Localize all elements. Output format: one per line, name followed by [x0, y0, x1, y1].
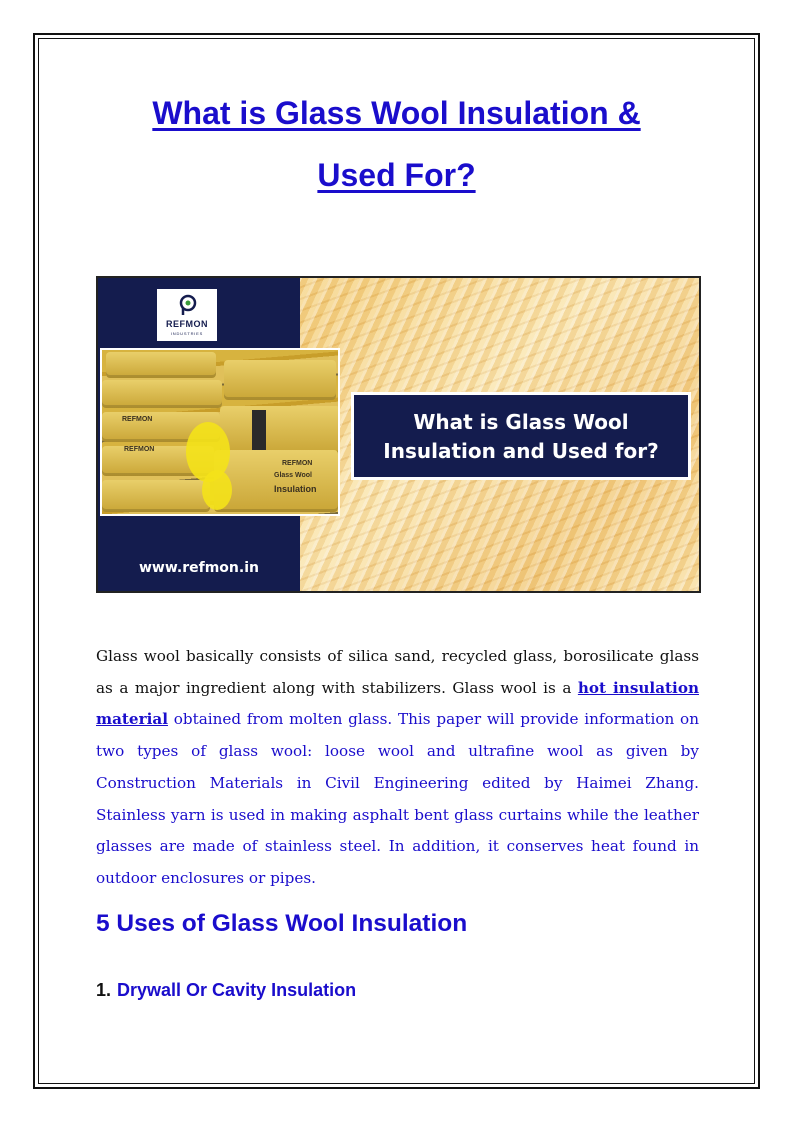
list-item-title[interactable]: Drywall Or Cavity Insulation — [117, 980, 357, 1000]
roll-stamp: Glass Wool — [274, 472, 312, 479]
roll-stamp: REFMON — [122, 416, 153, 423]
banner-url: www.refmon.in — [139, 560, 259, 576]
banner-headline — [351, 392, 691, 480]
page-title-line-1[interactable]: What is Glass Wool Insulation & — [152, 95, 641, 131]
list-item-number: 1. — [96, 980, 112, 1000]
intro-text-before-link: Glass wool basically consists of silica sand, recycled glass, borosilicate glass as a major ingredient along with stabilizers. Glass wool is a — [96, 647, 699, 697]
roll-stamp: Insulation — [274, 484, 317, 494]
roll-tape — [252, 410, 266, 450]
list-item-heading — [96, 980, 356, 1001]
refmon-logo — [157, 289, 217, 341]
section-heading: 5 Uses of Glass Wool Insulation — [96, 910, 468, 937]
wool-roll — [214, 450, 338, 512]
wool-roll — [224, 360, 336, 400]
roll-stamp: REFMON — [124, 446, 155, 453]
yellow-wool-tuft — [202, 470, 232, 510]
hero-banner-image — [96, 276, 701, 593]
logo-subtitle: INDUSTRIES — [170, 331, 204, 336]
wool-roll — [220, 406, 340, 454]
roll-stamp: REFMON — [282, 460, 313, 467]
hot-insulation-material-link[interactable]: hot insulation material — [96, 678, 699, 729]
glass-wool-rolls-photo — [100, 348, 340, 516]
wool-roll — [102, 380, 222, 408]
page-title-line-2[interactable]: Used For? — [317, 157, 476, 193]
banner-headline-line-1: What is Glass Wool — [413, 410, 629, 434]
wool-roll — [106, 352, 216, 378]
banner-headline-line-2: Insulation and Used for? — [383, 439, 659, 463]
wool-roll — [102, 480, 210, 512]
logo-name: REFMON — [166, 319, 208, 329]
refmon-logo-icon — [177, 294, 199, 316]
intro-text-after-link: obtained from molten glass. This paper will provide information on two types of glass wool: loose wool and ultrafine wool as given by Construction Materials in Civil Engineering edited by Haimei Zhang. Stainless yarn is used in making asphalt bent glass curtains while the leather glasses are made of stainless steel. In addition, it conserves heat found in outdoor enclosures or pipes. — [96, 710, 699, 887]
intro-paragraph — [96, 641, 699, 895]
